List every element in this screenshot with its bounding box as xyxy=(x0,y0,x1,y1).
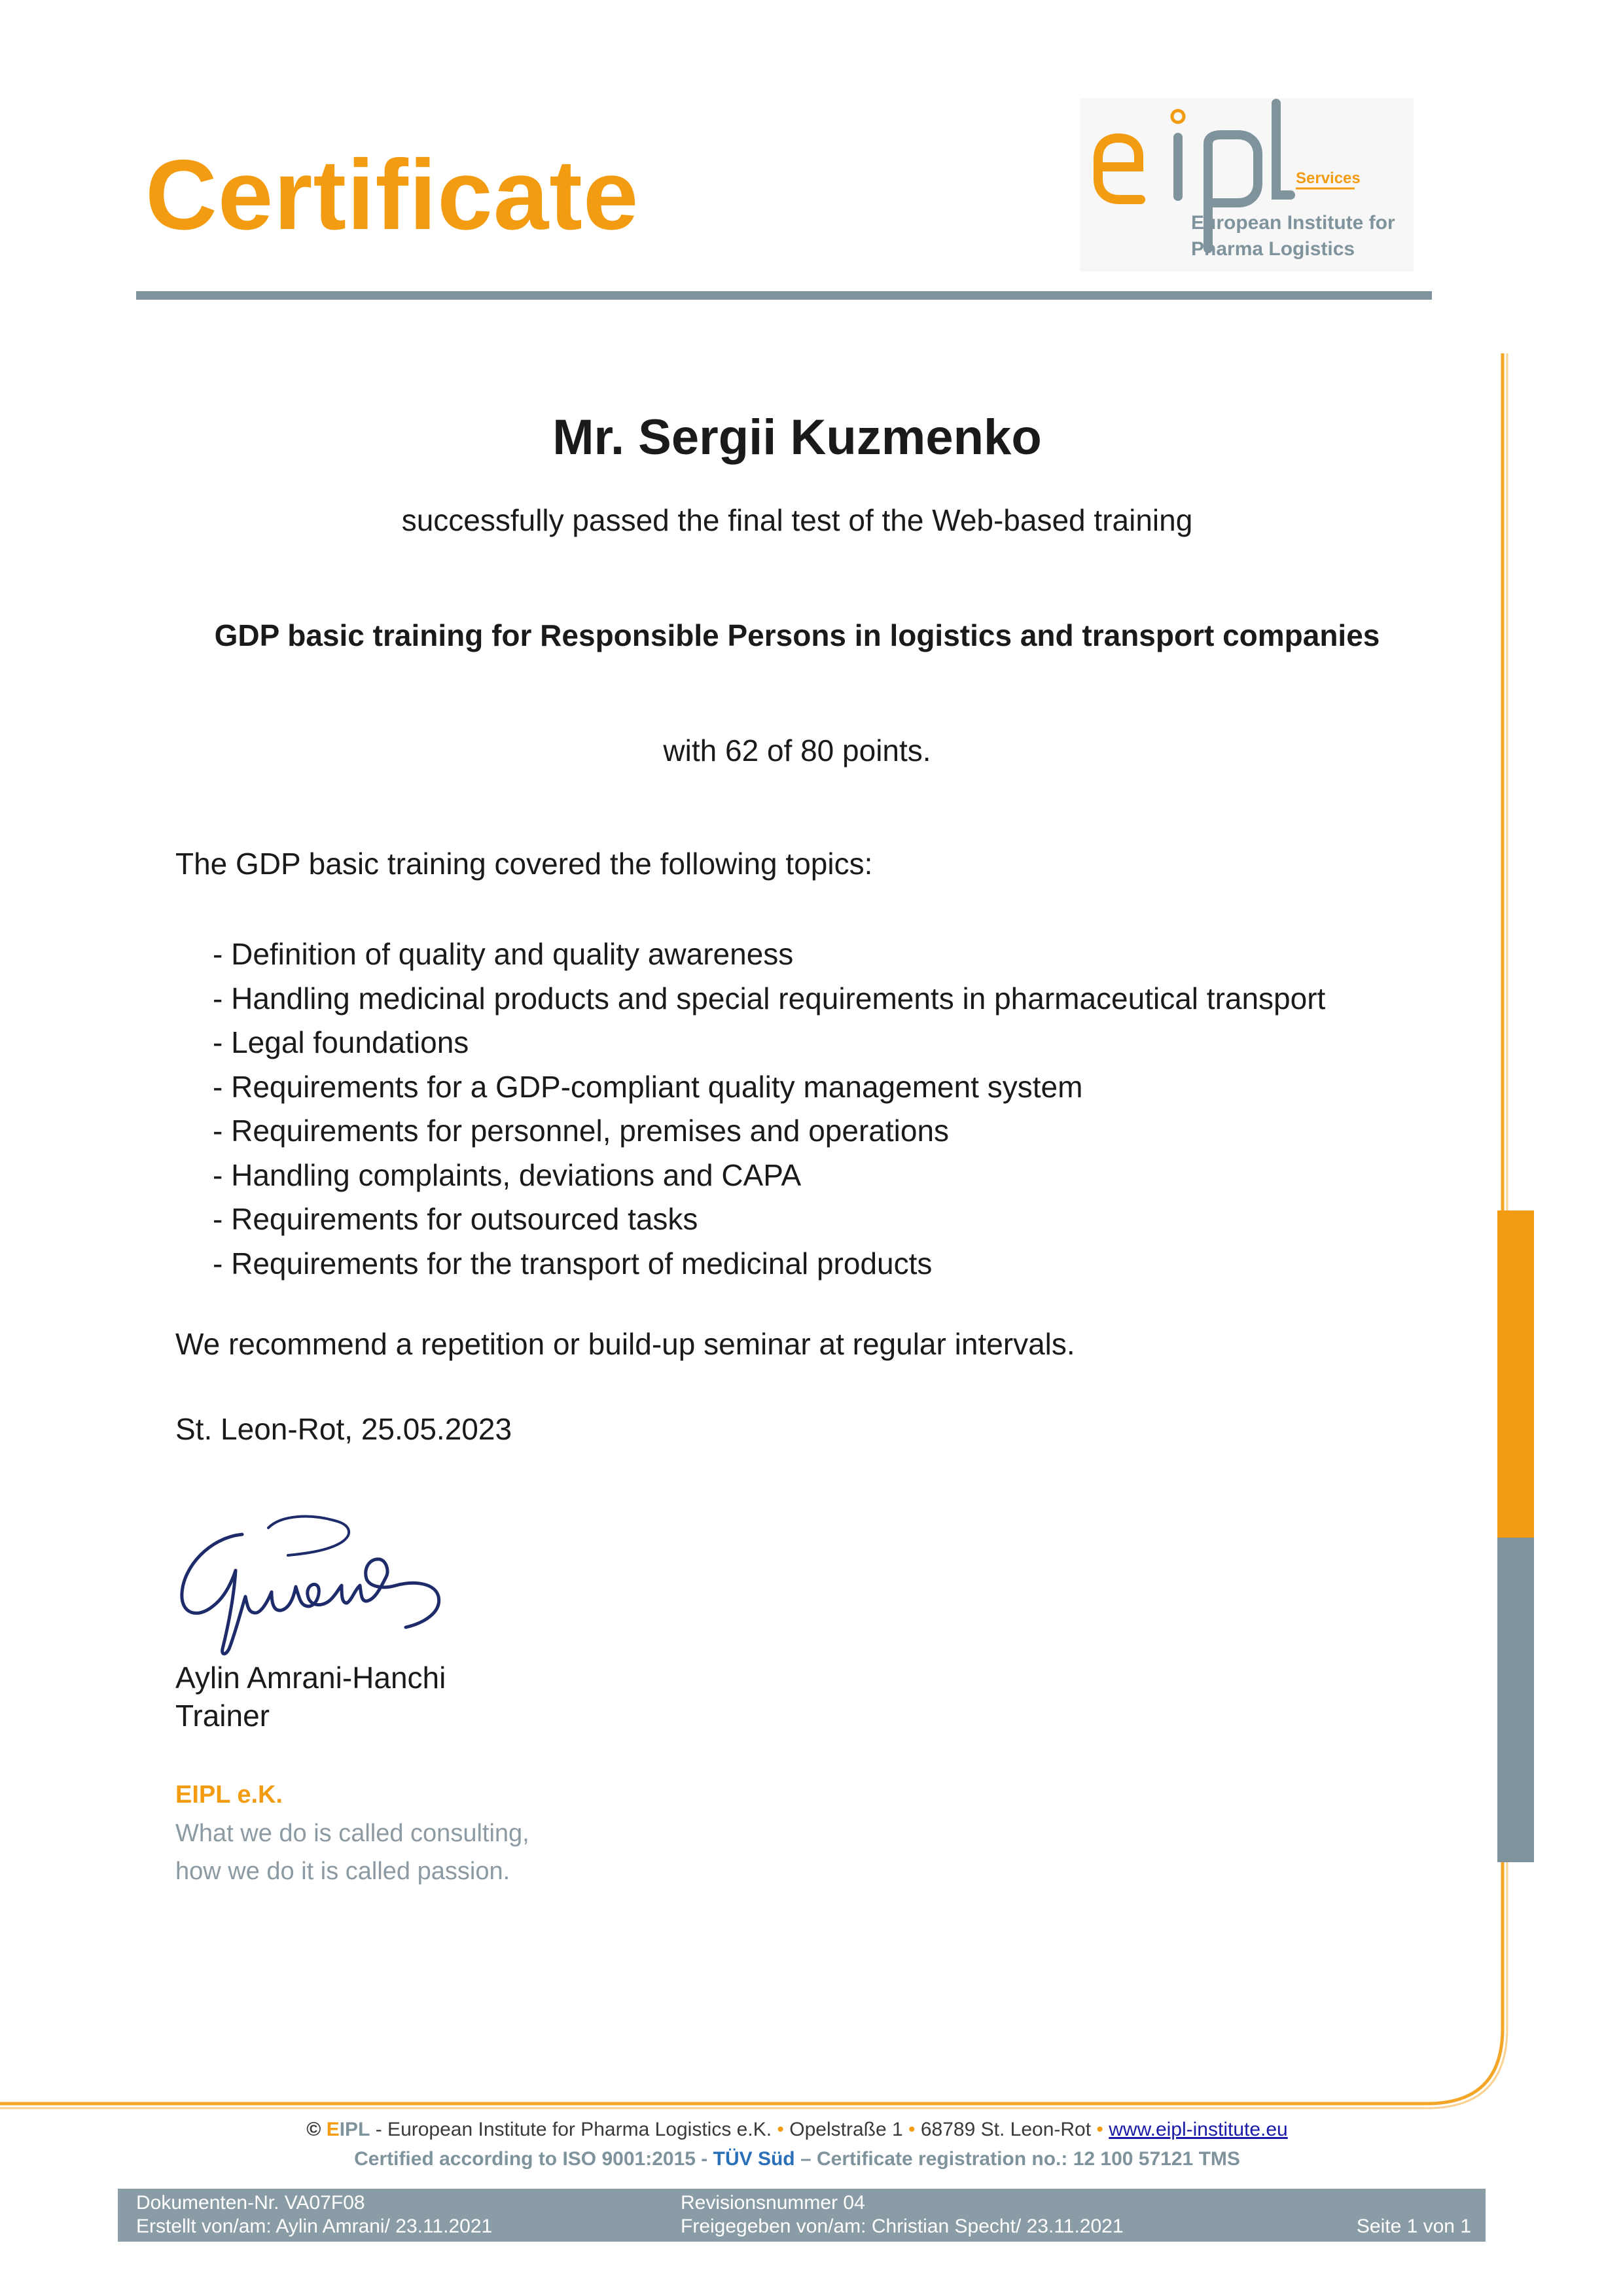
eipl-logo xyxy=(1080,98,1414,272)
tuv-text: TÜV Süd xyxy=(713,2148,795,2170)
copyright-symbol: © xyxy=(306,2119,321,2140)
topic-item: - Requirements for personnel, premises and operations xyxy=(213,1114,950,1148)
score-text: with 62 of 80 points. xyxy=(663,733,931,768)
document-info-bar xyxy=(118,2189,1486,2242)
footer-city: 68789 St. Leon-Rot xyxy=(920,2119,1092,2140)
topics-heading: The GDP basic training covered the following topics: xyxy=(175,847,873,881)
signer-name: Aylin Amrani-Hanchi xyxy=(175,1661,446,1695)
topic-item: - Requirements for outsourced tasks xyxy=(213,1202,698,1236)
side-accent-orange xyxy=(1497,1210,1534,1538)
doc-created: Erstellt von/am: Aylin Amrani/ 23.11.2021 xyxy=(136,2216,493,2237)
course-title: GDP basic training for Responsible Persons in logistics and transport companies xyxy=(214,618,1380,652)
recommendation-text: We recommend a repetition or build-up seminar at regular intervals. xyxy=(175,1327,1075,1361)
slogan-line-1: What we do is called consulting, xyxy=(175,1820,529,1847)
footer-street: Opelstraße 1 xyxy=(789,2119,903,2140)
logo-line2-text: Pharma Logistics xyxy=(1191,238,1355,260)
cert-text-2: – Certificate registration no.: 12 100 57121 TMS xyxy=(800,2148,1240,2170)
topic-item: - Requirements for a GDP-compliant quality management system xyxy=(213,1069,1083,1104)
doc-approved: Freigegeben von/am: Christian Specht/ 23.11.2021 xyxy=(681,2216,1124,2237)
cert-text-1: Certified according to ISO 9001:2015 - xyxy=(354,2148,708,2170)
slogan-line-2: how we do it is called passion. xyxy=(175,1858,510,1885)
footer-brand-ipl: IPL xyxy=(339,2119,370,2140)
side-accent-grey xyxy=(1497,1538,1534,1862)
topic-item: - Definition of quality and quality awareness xyxy=(213,937,794,971)
logo-services-text: Services xyxy=(1296,169,1361,187)
header-divider xyxy=(136,291,1432,300)
footer-org: - European Institute for Pharma Logistics e.K. xyxy=(375,2119,772,2140)
topic-item: - Handling complaints, deviations and CAPA xyxy=(213,1157,802,1192)
footer-certification-line xyxy=(0,2148,1594,2170)
certificate-title: Certificate xyxy=(145,139,639,251)
logo-line1-text: European Institute for xyxy=(1191,212,1395,234)
website-link[interactable]: www.eipl-institute.eu xyxy=(1109,2119,1288,2140)
signer-role: Trainer xyxy=(175,1699,270,1733)
bullet-separator: • xyxy=(1096,2119,1103,2140)
bullet-separator: • xyxy=(908,2119,916,2140)
topic-item: - Handling medicinal products and special requirements in pharmaceutical transport xyxy=(213,981,1326,1016)
bullet-separator: • xyxy=(777,2119,784,2140)
place-date: St. Leon-Rot, 25.05.2023 xyxy=(175,1412,512,1446)
company-name: EIPL e.K. xyxy=(175,1781,283,1809)
topic-item: - Legal foundations xyxy=(213,1025,469,1059)
doc-page: Seite 1 von 1 xyxy=(1356,2216,1471,2237)
intro-text: successfully passed the final test of the Web-based training xyxy=(401,503,1193,537)
doc-revision: Revisionsnummer 04 xyxy=(681,2192,865,2214)
handwritten-signature xyxy=(170,1508,458,1662)
topic-item: - Requirements for the transport of medicinal products xyxy=(213,1246,933,1280)
footer-address-line xyxy=(0,2119,1594,2141)
recipient-name: Mr. Sergii Kuzmenko xyxy=(552,410,1042,465)
doc-number: Dokumenten-Nr. VA07F08 xyxy=(136,2192,365,2214)
footer-brand-e: E xyxy=(326,2119,340,2140)
topics-list xyxy=(213,932,1325,1286)
